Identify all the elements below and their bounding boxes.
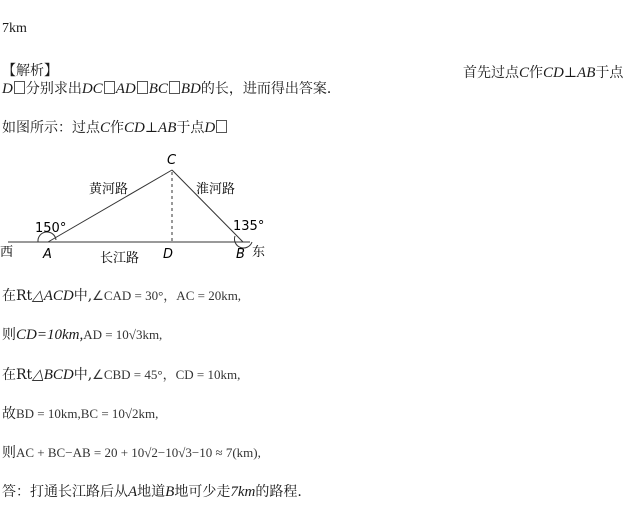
answer-text: 地可少走: [174, 484, 231, 500]
step-text: 在Rt: [2, 367, 33, 383]
step-2: [2, 326, 162, 344]
answer-value: 7km: [2, 21, 27, 36]
step-text: 中,: [73, 288, 93, 304]
missing-glyph-box: [14, 81, 25, 94]
hint-segment-dc: DC: [81, 81, 103, 97]
segment-ac: [48, 170, 172, 242]
label-direction-east: 东: [252, 245, 266, 260]
step-3: [2, 366, 240, 384]
answer-point-b: B: [165, 484, 175, 500]
step-math: ∠CAD = 30°，AC = 20km,: [92, 288, 242, 303]
step-text: 中,: [73, 367, 93, 383]
step-1: [2, 287, 241, 305]
triangle-bcd: △BCD: [32, 367, 74, 383]
analysis-hint-line1: [463, 62, 623, 82]
answer-text: 的路程.: [255, 484, 302, 500]
label-road-changjiang: 长江路: [100, 251, 140, 266]
triangle-acd: △ACD: [32, 288, 74, 304]
step-text: 则: [2, 445, 16, 461]
step-text: 则: [2, 327, 16, 343]
answer-text: 答：打通长江路后从: [2, 484, 128, 500]
step-text: 在Rt: [2, 288, 33, 304]
hint-segment-cd: CD: [543, 65, 564, 81]
analysis-header: 【解析】: [2, 63, 58, 79]
missing-glyph-box: [137, 81, 148, 94]
answer-point-a: A: [128, 484, 138, 500]
hint-segment-bc: BC: [148, 81, 168, 97]
hint-text: 作: [529, 65, 544, 81]
label-point-b: B: [236, 247, 245, 262]
label-point-d: D: [163, 247, 174, 262]
perp-symbol: ⊥: [144, 120, 159, 136]
intro-point-d: D: [204, 120, 216, 136]
intro-segment-ab: AB: [158, 120, 177, 136]
analysis-hint-line2: [2, 80, 341, 98]
hint-text: 分别求出: [25, 81, 82, 97]
step-4: [2, 405, 158, 423]
label-road-huanghe: 黄河路: [89, 182, 129, 197]
step-math: AC + BC−AB = 20 + 10√2−10√3−10 ≈ 7(km),: [16, 445, 261, 460]
missing-glyph-box: [169, 81, 180, 94]
hint-segment-ad: AD: [115, 81, 136, 97]
final-answer: [2, 483, 302, 501]
perp-symbol: ⊥: [563, 65, 578, 81]
intro-text: 作: [110, 120, 125, 136]
label-direction-west: 西: [0, 245, 14, 260]
step-5: [2, 444, 261, 462]
intro-point-c: C: [100, 120, 111, 136]
label-point-c: C: [167, 153, 177, 168]
answer-text: 地道: [137, 484, 166, 500]
intro-text: 于点: [176, 120, 205, 136]
figure-intro: [2, 119, 228, 137]
label-road-huaihe: 淮河路: [196, 182, 236, 197]
step-math: ∠CBD = 45°，CD = 10km,: [92, 367, 241, 382]
intro-segment-cd: CD: [124, 120, 145, 136]
hint-point-d: D: [2, 81, 13, 97]
hint-text: 的长，进而得出答案．: [200, 81, 341, 97]
hint-point-c: C: [519, 65, 530, 81]
step-math: BD = 10km,BC = 10√2km,: [16, 406, 159, 421]
label-point-a: A: [43, 247, 52, 262]
intro-text: 如图所示：过点: [2, 120, 100, 136]
answer-distance: 7km: [230, 484, 256, 500]
step-cd-value: CD=10km,: [16, 327, 84, 343]
hint-text: 于点: [595, 65, 624, 81]
geometry-diagram: [0, 148, 630, 278]
label-angle-a: 150°: [35, 221, 67, 236]
label-angle-b: 135°: [233, 219, 265, 234]
hint-text: 首先过点: [463, 65, 519, 81]
hint-segment-ab: AB: [577, 65, 596, 81]
step-math: AD = 10√3km,: [83, 327, 163, 342]
missing-glyph-box: [104, 81, 115, 94]
missing-glyph-box: [216, 120, 227, 133]
step-text: 故: [2, 406, 16, 422]
hint-segment-bd: BD: [180, 81, 201, 97]
